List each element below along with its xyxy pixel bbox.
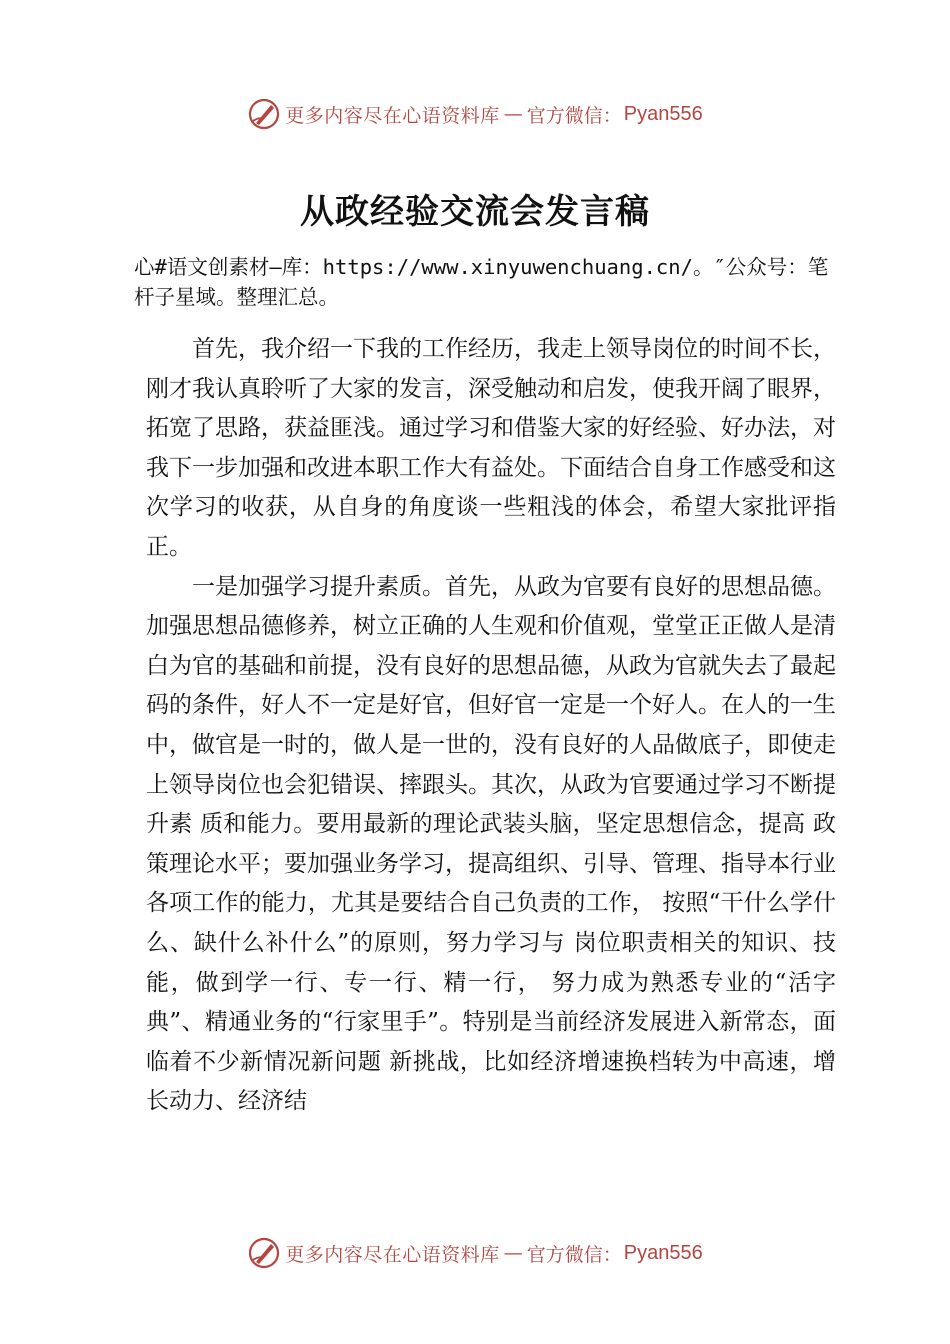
banner-wechat-id: Pyan556 bbox=[623, 102, 703, 125]
quill-logo-icon bbox=[247, 1236, 281, 1270]
document-body bbox=[146, 330, 836, 1122]
source-note: 心#语文创素材—库：https://www.xinyuwenchuang.cn/。″公众号：笔杆子星域。整理汇总。 bbox=[134, 255, 829, 309]
header-banner bbox=[0, 94, 950, 134]
paragraph: 一是加强学习提升素质。首先，从政为官要有良好的思想品德。加强思想品德修养，树立正确的人生观和价值观，堂堂正正做人是清白为官的基础和前提，没有良好的思想品德，从政为官就失去了最起码的条件，好人不一定是好官，但好官一定是一个好人。在人的一生中，做官是一时的，做人是一世的，没有良好的人品做底子，即使走上领导岗位也会犯错误、摔跟头。其次，从政为官要通过学习不断提升素 质和能力。要用最新的理论武装头脑，坚定思想信念，提高 政策理论水平；要加强业务学习，提高组织、引导、管理、指导本行业各项工作的能力，尤其是要结合自己负责的工作， 按照“干什么学什么、缺什么补什么”的原则，努力学习与 岗位职责相关的知识、技能，做到学一行、专一行、精一行， 努力成为熟悉专业的“活字典”、精通业务的“行家里手”。特别是当前经济发展进入新常态，面临着不少新情况新问题 新挑战，比如经济增速换档转为中高速，增长动力、经济结 bbox=[146, 573, 836, 1115]
banner-wechat-label: 官方微信： bbox=[526, 104, 622, 127]
banner-separator: — bbox=[503, 1242, 523, 1264]
banner-wechat-id: Pyan556 bbox=[623, 1241, 703, 1264]
banner-text: 更多内容尽在心语资料库 bbox=[285, 1243, 500, 1266]
banner-wechat-label: 官方微信： bbox=[526, 1243, 622, 1266]
banner-text: 更多内容尽在心语资料库 bbox=[285, 104, 500, 127]
paragraph: 首先，我介绍一下我的工作经历，我走上领导岗位的时间不长，刚才我认真聆听了大家的发言，深受触动和启发，使我开阔了眼界，拓宽了思路，获益匪浅。通过学习和借鉴大家的好经验、好办法，对我下一步加强和改进本职工作大有益处。下面结合自身工作感受和这次学习的收获，从自身的角度谈一些粗浅的体会，希望大家批评指正。 bbox=[146, 336, 836, 560]
document-title: 从政经验交流会发言稿 bbox=[300, 192, 650, 232]
banner-separator: — bbox=[503, 103, 523, 125]
quill-logo-icon bbox=[247, 97, 281, 131]
footer-banner bbox=[0, 1233, 950, 1273]
